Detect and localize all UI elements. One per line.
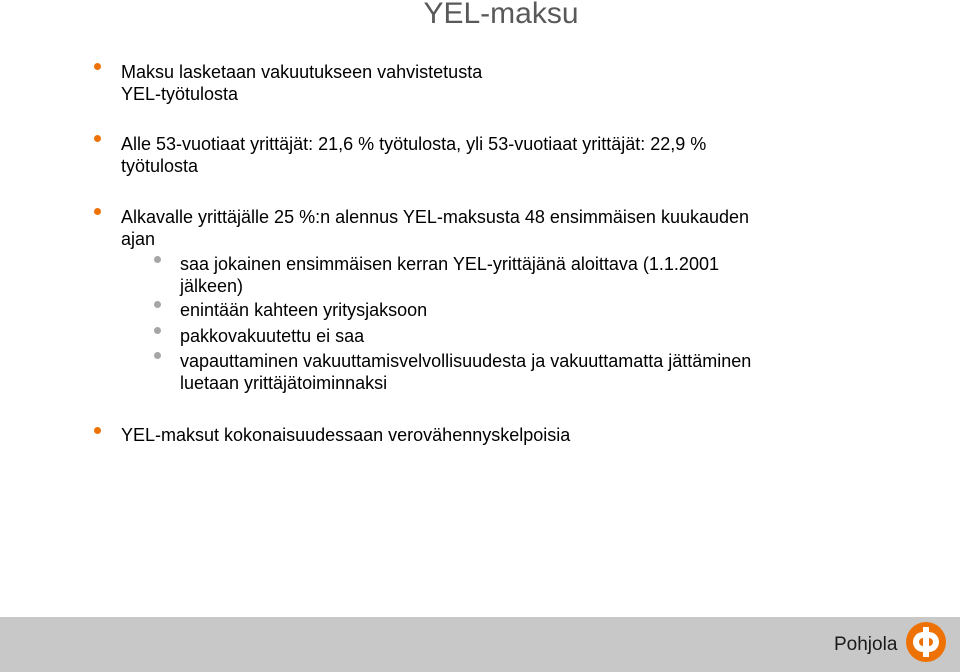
sub-bullet-dot-icon bbox=[154, 327, 161, 334]
footer-bar bbox=[0, 617, 960, 672]
bullet-item: Alle 53-vuotiaat yrittäjät: 21,6 % työtulosta, yli 53-vuotiaat yrittäjät: 22,9 % työtulosta bbox=[121, 134, 707, 176]
bullet-dot-icon bbox=[94, 427, 101, 434]
sub-bullet-dot-icon bbox=[154, 352, 161, 359]
bullet-dot-icon bbox=[94, 63, 101, 70]
pohjola-logo-icon bbox=[906, 622, 946, 662]
bullet-item: Alkavalle yrittäjälle 25 %:n alennus YEL-maksusta 48 ensimmäisen kuukauden ajan bbox=[121, 207, 750, 249]
bullet-dot-icon bbox=[94, 135, 101, 142]
sub-bullet-item: pakkovakuutettu ei saa bbox=[180, 326, 365, 346]
sub-bullet-dot-icon bbox=[154, 256, 161, 263]
sub-bullet-dot-icon bbox=[154, 301, 161, 308]
slide-title: YEL-maksu bbox=[423, 0, 579, 30]
bullet-item: YEL-maksut kokonaisuudessaan verovähennyskelpoisia bbox=[121, 425, 571, 445]
sub-bullet-item: enintään kahteen yritysjaksoon bbox=[180, 300, 428, 320]
sub-bullet-item: saa jokainen ensimmäisen kerran YEL-yrittäjänä aloittava (1.1.2001 jälkeen) bbox=[180, 254, 719, 296]
brand-name: Pohjola bbox=[834, 634, 898, 655]
bullet-item: Maksu lasketaan vakuutukseen vahvistetusta YEL-työtulosta bbox=[121, 62, 483, 104]
sub-bullet-item: vapauttaminen vakuuttamisvelvollisuudesta ja vakuuttamatta jättäminen luetaan yrittäjätoiminnaksi bbox=[180, 351, 752, 393]
bullet-dot-icon bbox=[94, 208, 101, 215]
